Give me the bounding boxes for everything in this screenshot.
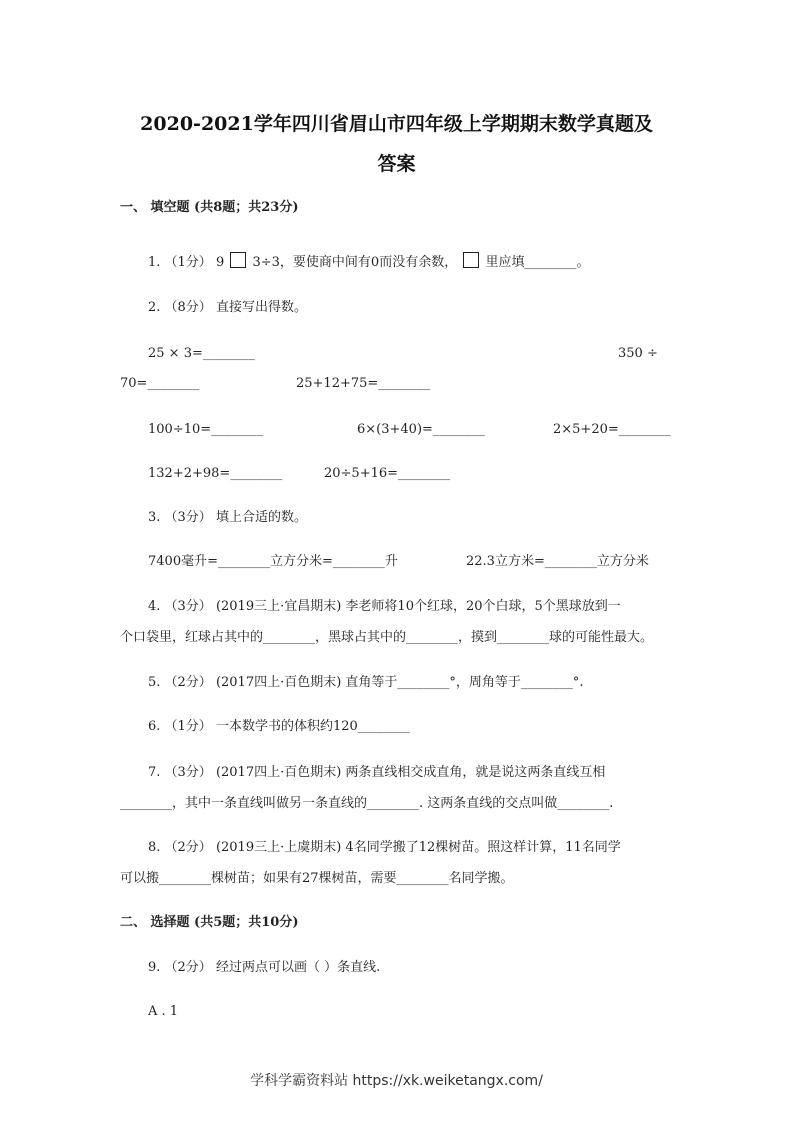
question-4-line-1: 4. （3分） (2019三上·宜昌期末) 李老师将10个红球，20个白球，5个黑球放到一	[148, 599, 621, 614]
question-1-part-1: 1. （1分） 9	[148, 255, 225, 270]
question-2-row2-c: 2×5+20=________	[553, 422, 671, 437]
title-line-1: 2020-2021学年四川省眉山市四年级上学期期末数学真题及	[140, 113, 653, 135]
question-9-option-a: A . 1	[148, 1004, 179, 1019]
question-7-line-1: 7. （3分） (2017四上·百色期末) 两条直线相交成直角，就是说这两条直线互相	[148, 765, 606, 780]
question-7-line-2: ________，其中一条直线叫做另一条直线的________. 这两条直线的交点叫做________.	[120, 796, 614, 811]
blank-box-icon	[230, 252, 246, 268]
question-1-part-2: 3÷3，要使商中间有0而没有余数，	[252, 255, 458, 270]
question-2-row1-a: 25 × 3=________	[148, 346, 255, 361]
blank-box-icon	[463, 252, 479, 268]
question-3-stem: 3. （3分） 填上合适的数。	[148, 510, 307, 525]
section-choice-heading: 二、 选择题 (共5题；共10分)	[120, 915, 299, 930]
question-2-row1-b: 350 ÷	[618, 346, 658, 361]
question-3-a: 7400毫升=________立方分米=________升	[148, 554, 398, 569]
document-title	[90, 104, 703, 184]
question-2-stem: 2. （8分） 直接写出得数。	[148, 300, 307, 315]
section-fill-in-heading: 一、 填空题 (共8题；共23分)	[120, 200, 299, 215]
question-1	[148, 252, 590, 273]
question-2-row3-a: 132+2+98=________	[148, 466, 283, 481]
question-2-row3-b: 20÷5+16=________	[324, 466, 451, 481]
question-4-line-2: 个口袋里，红球占其中的________，黑球占其中的________，摸到________球的可能性最大。	[120, 630, 654, 645]
question-6: 6. （1分） 一本数学书的体积约120________	[148, 719, 410, 734]
question-3-b: 22.3立方米=________立方分米	[466, 554, 649, 569]
question-8-line-2: 可以搬________棵树苗；如果有27棵树苗，需要________名同学搬。	[120, 871, 514, 886]
title-line-2: 答案	[377, 153, 416, 175]
footer-watermark: 学科学霸资料站 https://xk.weiketangx.com/	[250, 1073, 543, 1089]
question-2-row1-d: 25+12+75=________	[296, 376, 431, 391]
question-2-row2-b: 6×(3+40)=________	[357, 422, 485, 437]
question-2-row2-a: 100÷10=________	[148, 422, 264, 437]
question-8-line-1: 8. （2分） (2019三上·上虞期末) 4名同学搬了12棵树苗。照这样计算，11名同学	[148, 840, 621, 855]
question-1-part-3: 里应填________。	[485, 255, 590, 270]
question-5: 5. （2分） (2017四上·百色期末) 直角等于________°，周角等于________°.	[148, 675, 584, 690]
question-2-row1-c: 70=________	[120, 376, 200, 391]
question-9-stem: 9. （2分） 经过两点可以画（ ）条直线.	[148, 960, 381, 975]
